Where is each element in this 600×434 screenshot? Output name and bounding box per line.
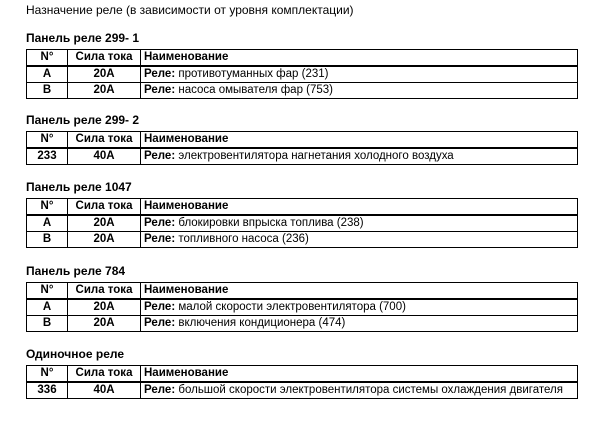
relay-table: [26, 131, 578, 165]
table-row: [27, 299, 578, 316]
header-current: Сила тока: [68, 50, 141, 67]
page-title: Назначение реле (в зависимости от уровня комплектации): [26, 3, 354, 17]
cell-num: B: [27, 316, 68, 332]
cell-name: [141, 215, 578, 232]
section-title: Одиночное реле: [26, 347, 125, 361]
section-title: Панель реле 299- 2: [26, 113, 140, 127]
relay-label: Реле:: [144, 301, 176, 313]
header-current: Сила тока: [68, 132, 141, 149]
table-row: [27, 382, 578, 399]
header-name: Наименование: [141, 283, 578, 300]
header-name: Наименование: [141, 199, 578, 216]
relay-panel-section: [26, 112, 578, 165]
header-name: Наименование: [141, 366, 578, 383]
section-title: Панель реле 784: [26, 264, 126, 278]
table-row: [27, 66, 578, 83]
cell-current: 20A: [68, 83, 141, 99]
header-current: Сила тока: [68, 366, 141, 383]
header-name: Наименование: [141, 132, 578, 149]
table-header-row: [27, 283, 578, 300]
relay-description: блокировки впрыска топлива (238): [178, 217, 364, 229]
table-header-row: [27, 50, 578, 67]
cell-current: 20A: [68, 66, 141, 83]
relay-table: [26, 282, 578, 332]
header-num: N°: [27, 199, 68, 216]
relay-table: [26, 49, 578, 99]
header-num: N°: [27, 132, 68, 149]
header-current: Сила тока: [68, 199, 141, 216]
relay-description: насоса омывателя фар (753): [178, 84, 334, 96]
relay-description: противотуманных фар (231): [178, 68, 329, 80]
table-row: [27, 316, 578, 332]
section-title: Панель реле 299- 1: [26, 31, 140, 45]
cell-name: [141, 232, 578, 248]
header-num: N°: [27, 50, 68, 67]
header-current: Сила тока: [68, 283, 141, 300]
table-header-row: [27, 366, 578, 383]
relay-label: Реле:: [144, 150, 176, 162]
relay-table: [26, 365, 578, 399]
relay-panel-section: [26, 263, 578, 332]
cell-current: 40A: [68, 382, 141, 399]
relay-description: включения кондиционера (474): [178, 317, 346, 329]
relay-label: Реле:: [144, 68, 176, 80]
relay-description: большой скорости электровентилятора системы охлаждения двигателя: [178, 384, 563, 396]
cell-current: 20A: [68, 299, 141, 316]
relay-panel-section: [26, 346, 578, 399]
table-row: [27, 83, 578, 99]
header-name: Наименование: [141, 50, 578, 67]
cell-name: [141, 299, 578, 316]
cell-current: 20A: [68, 215, 141, 232]
relay-description: топливного насоса (236): [178, 233, 309, 245]
cell-num: A: [27, 66, 68, 83]
relay-label: Реле:: [144, 84, 176, 96]
cell-num: B: [27, 232, 68, 248]
section-title: Панель реле 1047: [26, 180, 132, 194]
relay-description: электровентилятора нагнетания холодного воздуха: [178, 150, 454, 162]
header-num: N°: [27, 283, 68, 300]
cell-num: B: [27, 83, 68, 99]
table-row: [27, 148, 578, 165]
cell-name: [141, 148, 578, 165]
cell-num: 233: [27, 148, 68, 165]
cell-num: A: [27, 215, 68, 232]
relay-label: Реле:: [144, 233, 176, 245]
header-num: N°: [27, 366, 68, 383]
cell-num: A: [27, 299, 68, 316]
cell-num: 336: [27, 382, 68, 399]
table-header-row: [27, 132, 578, 149]
relay-label: Реле:: [144, 217, 176, 229]
cell-current: 20A: [68, 316, 141, 332]
relay-label: Реле:: [144, 384, 176, 396]
relay-panel-section: [26, 179, 578, 248]
cell-name: [141, 316, 578, 332]
table-header-row: [27, 199, 578, 216]
relay-table: [26, 198, 578, 248]
cell-current: 40A: [68, 148, 141, 165]
cell-name: [141, 66, 578, 83]
table-row: [27, 215, 578, 232]
cell-current: 20A: [68, 232, 141, 248]
cell-name: [141, 382, 578, 399]
relay-panel-section: [26, 30, 578, 99]
table-row: [27, 232, 578, 248]
relay-description: малой скорости электровентилятора (700): [178, 301, 406, 313]
cell-name: [141, 83, 578, 99]
relay-label: Реле:: [144, 317, 176, 329]
